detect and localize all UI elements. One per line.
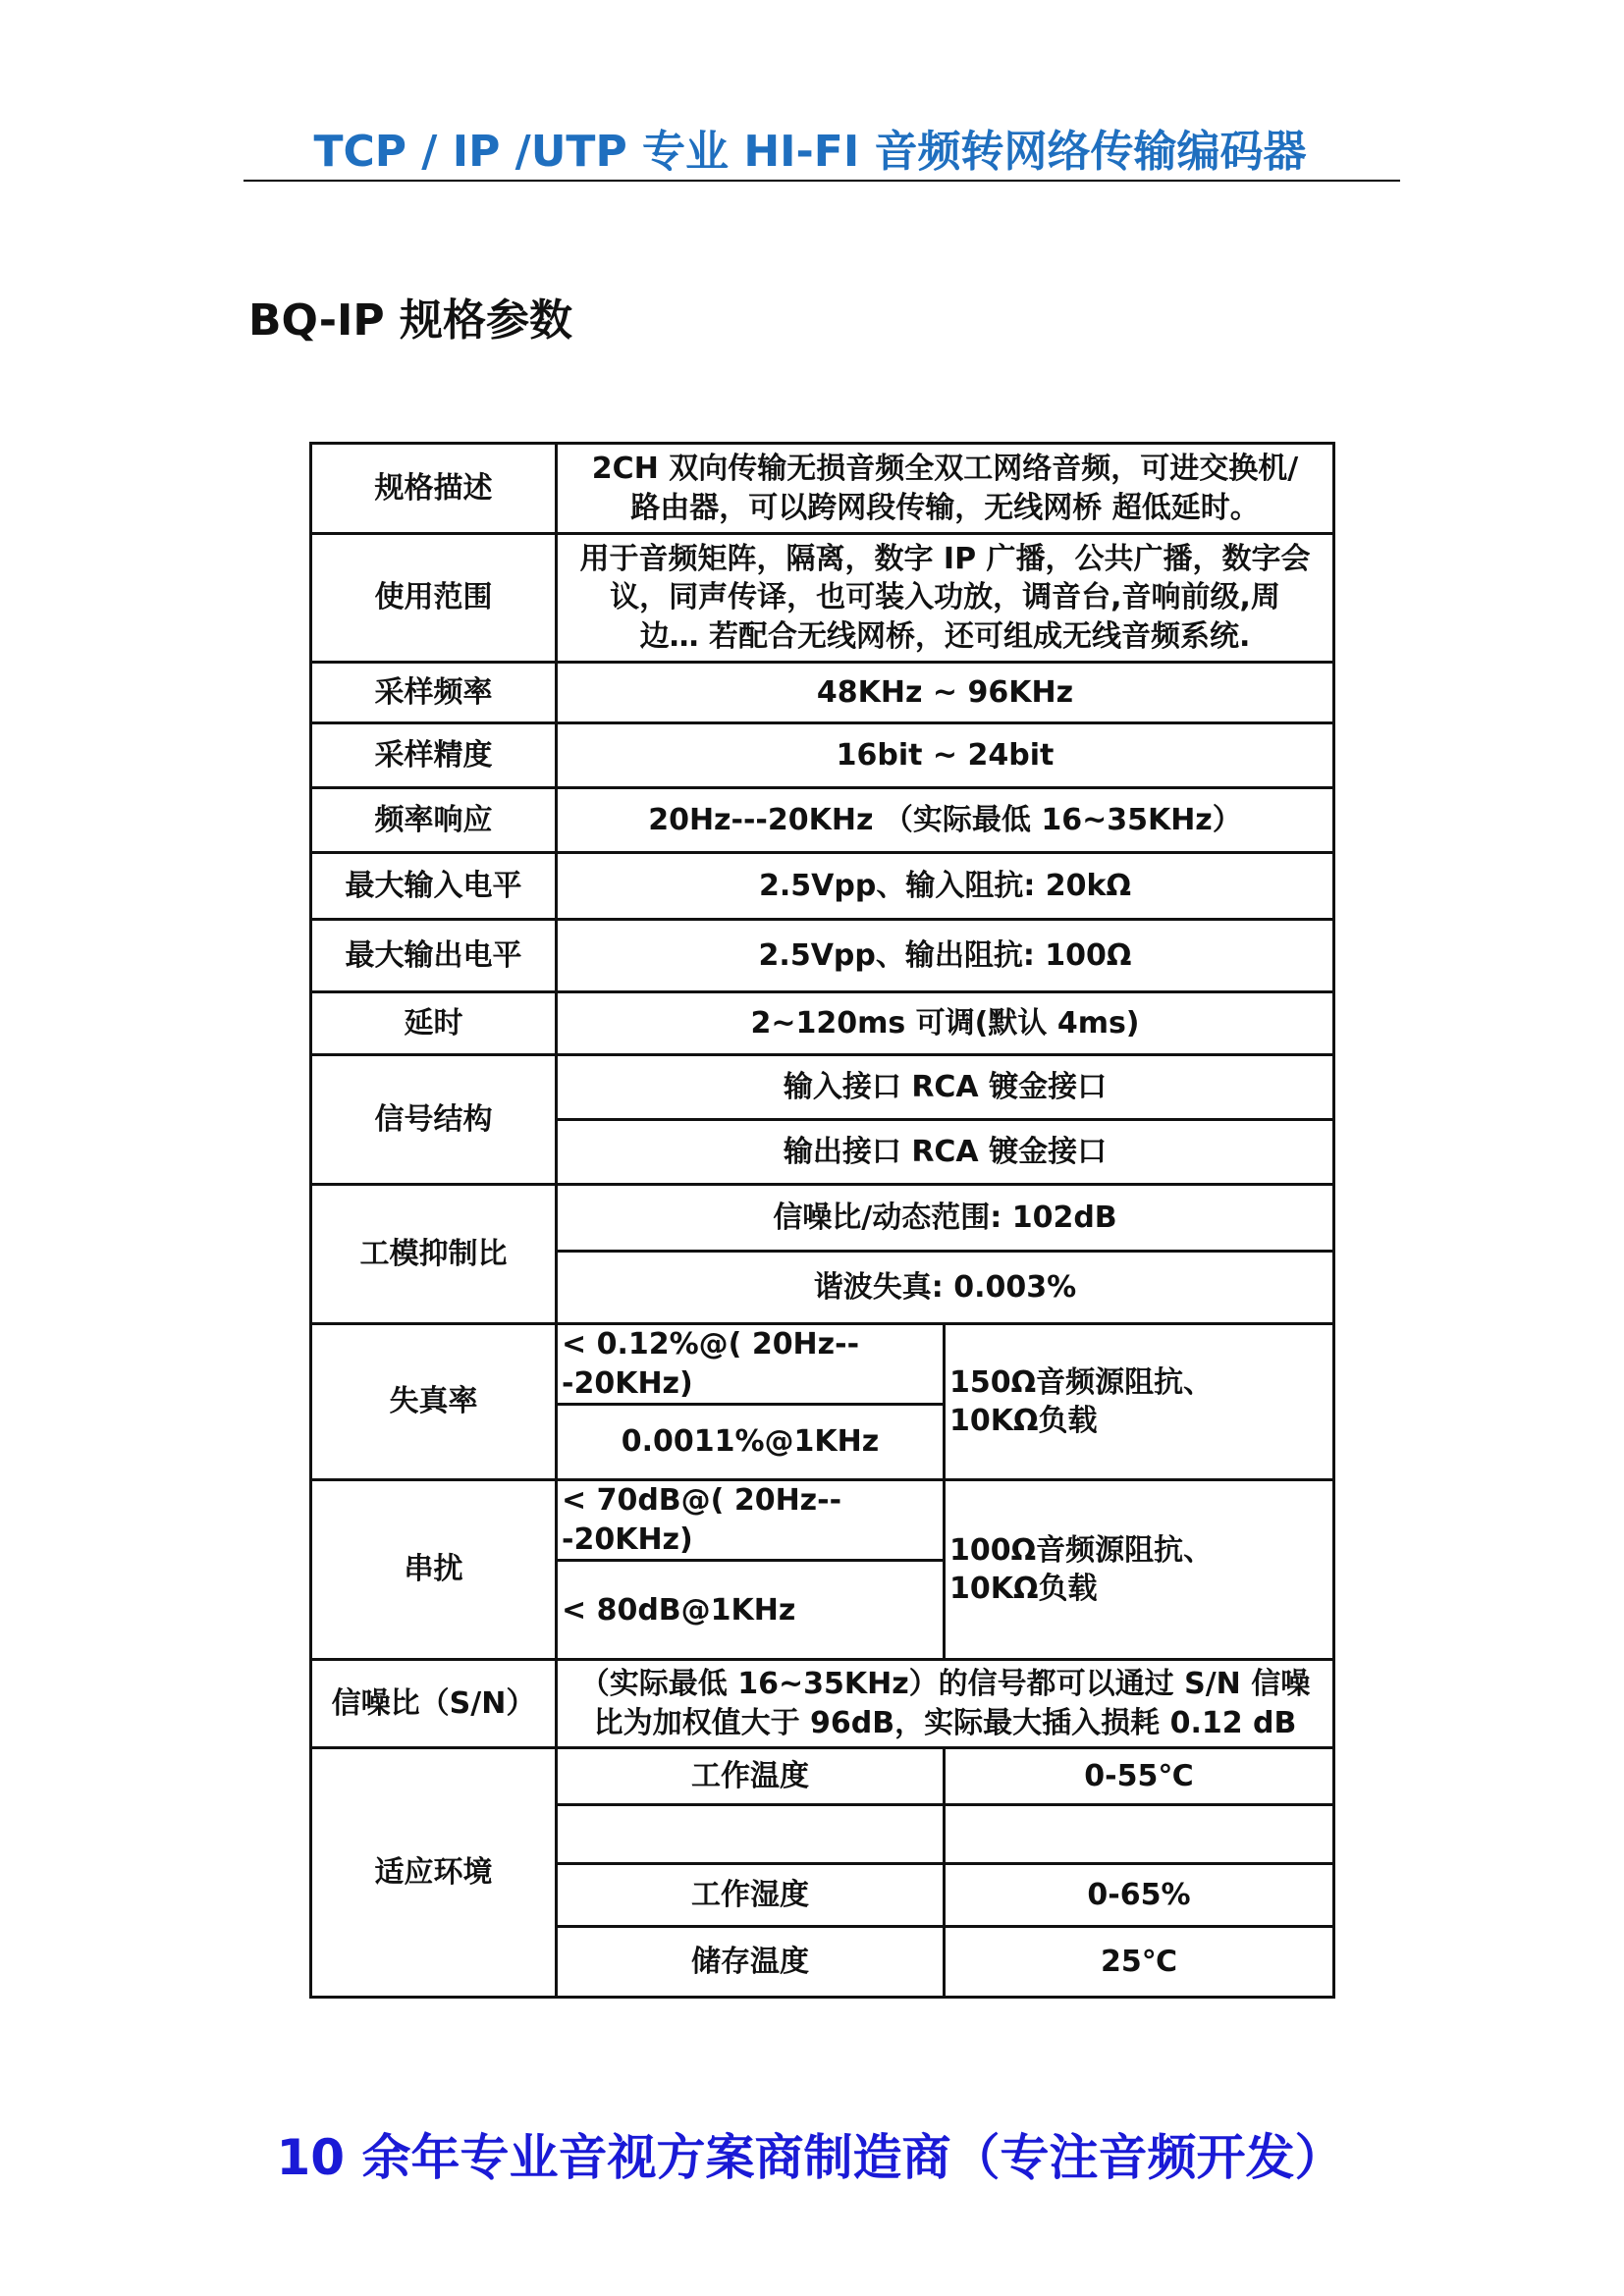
header-title: TCP / IP /UTP 专业 HI-FI 音频转网络传输编码器 bbox=[313, 127, 1307, 177]
row-value bbox=[557, 1660, 1334, 1748]
table-row bbox=[311, 1185, 1334, 1252]
env-name: 工作温度 bbox=[557, 1748, 945, 1805]
condition-line: 150Ω音频源阻抗、 bbox=[949, 1364, 1214, 1400]
row-label: 最大输入电平 bbox=[311, 853, 557, 920]
table-row bbox=[311, 444, 1334, 534]
header-divider bbox=[244, 180, 1400, 182]
row-value: 输出接口 RCA 镀金接口 bbox=[557, 1120, 1334, 1185]
table-row bbox=[311, 788, 1334, 853]
condition-line: 10KΩ负载 bbox=[949, 1404, 1098, 1439]
row-value bbox=[557, 534, 1334, 663]
env-value: 0-65% bbox=[945, 1864, 1334, 1927]
condition-line: 100Ω音频源阻抗、 bbox=[949, 1532, 1214, 1568]
snr-line: （实际最低 16~35KHz）的信号都可以通过 S/N 信噪 bbox=[579, 1667, 1311, 1702]
row-value: 2.5Vpp、输入阻抗: 20kΩ bbox=[557, 853, 1334, 920]
table-row bbox=[311, 1055, 1334, 1120]
row-label: 信号结构 bbox=[311, 1055, 557, 1185]
env-value: 25℃ bbox=[945, 1927, 1334, 1998]
row-value: < 80dB@1KHz bbox=[557, 1561, 945, 1660]
row-value: < 70dB@( 20Hz---20KHz) bbox=[557, 1480, 945, 1561]
row-value: 16bit ~ 24bit bbox=[557, 723, 1334, 788]
row-value: 20Hz---20KHz （实际最低 16~35KHz） bbox=[557, 788, 1334, 853]
section-title: BQ-IP 规格参数 bbox=[248, 295, 572, 346]
row-label: 采样精度 bbox=[311, 723, 557, 788]
row-label: 延时 bbox=[311, 992, 557, 1055]
env-value bbox=[945, 1805, 1334, 1864]
row-label: 频率响应 bbox=[311, 788, 557, 853]
table-row bbox=[311, 1748, 1334, 1805]
env-value: 0-55℃ bbox=[945, 1748, 1334, 1805]
usage-line: 边… 若配合无线网桥，还可组成无线音频系统. bbox=[639, 618, 1251, 654]
row-value: 输入接口 RCA 镀金接口 bbox=[557, 1055, 1334, 1120]
row-label: 适应环境 bbox=[311, 1748, 557, 1998]
row-value: 2.5Vpp、输出阻抗: 100Ω bbox=[557, 920, 1334, 992]
row-label: 信噪比（S/N） bbox=[311, 1660, 557, 1748]
usage-line: 用于音频矩阵，隔离，数字 IP 广播，公共广播，数字会 bbox=[579, 541, 1311, 576]
env-name: 储存温度 bbox=[557, 1927, 945, 1998]
env-name bbox=[557, 1805, 945, 1864]
table-row bbox=[311, 663, 1334, 723]
row-value: 谐波失真: 0.003% bbox=[557, 1252, 1334, 1324]
spec-table bbox=[309, 442, 1335, 1999]
row-label: 规格描述 bbox=[311, 444, 557, 534]
table-row bbox=[311, 853, 1334, 920]
desc-line: 路由器，可以跨网段传输，无线网桥 超低延时。 bbox=[630, 490, 1260, 525]
table-row bbox=[311, 920, 1334, 992]
env-name: 工作湿度 bbox=[557, 1864, 945, 1927]
table-row bbox=[311, 992, 1334, 1055]
row-value: 0.0011%@1KHz bbox=[557, 1405, 945, 1480]
desc-line: 2CH 双向传输无损音频全双工网络音频，可进交换机/ bbox=[591, 451, 1299, 486]
row-condition bbox=[945, 1480, 1334, 1660]
table-row bbox=[311, 1324, 1334, 1405]
footer-slogan: 10 余年专业音视方案商制造商（专注音频开发） bbox=[276, 2129, 1344, 2186]
row-label: 失真率 bbox=[311, 1324, 557, 1480]
row-value: 信噪比/动态范围: 102dB bbox=[557, 1185, 1334, 1252]
row-value: 48KHz ~ 96KHz bbox=[557, 663, 1334, 723]
condition-line: 10KΩ负载 bbox=[949, 1572, 1098, 1607]
row-value bbox=[557, 444, 1334, 534]
table-row bbox=[311, 1480, 1334, 1561]
row-condition bbox=[945, 1324, 1334, 1480]
row-label: 最大输出电平 bbox=[311, 920, 557, 992]
table-row bbox=[311, 534, 1334, 663]
row-label: 使用范围 bbox=[311, 534, 557, 663]
usage-line: 议，同声传译，也可装入功放，调音台,音响前级,周 bbox=[610, 580, 1280, 615]
table-row bbox=[311, 1660, 1334, 1748]
row-label: 串扰 bbox=[311, 1480, 557, 1660]
snr-line: 比为加权值大于 96dB，实际最大插入损耗 0.12 dB bbox=[593, 1705, 1297, 1740]
table-row bbox=[311, 723, 1334, 788]
row-value: 2~120ms 可调(默认 4ms) bbox=[557, 992, 1334, 1055]
row-value: < 0.12%@( 20Hz---20KHz) bbox=[557, 1324, 945, 1405]
row-label: 采样频率 bbox=[311, 663, 557, 723]
row-label: 工模抑制比 bbox=[311, 1185, 557, 1324]
